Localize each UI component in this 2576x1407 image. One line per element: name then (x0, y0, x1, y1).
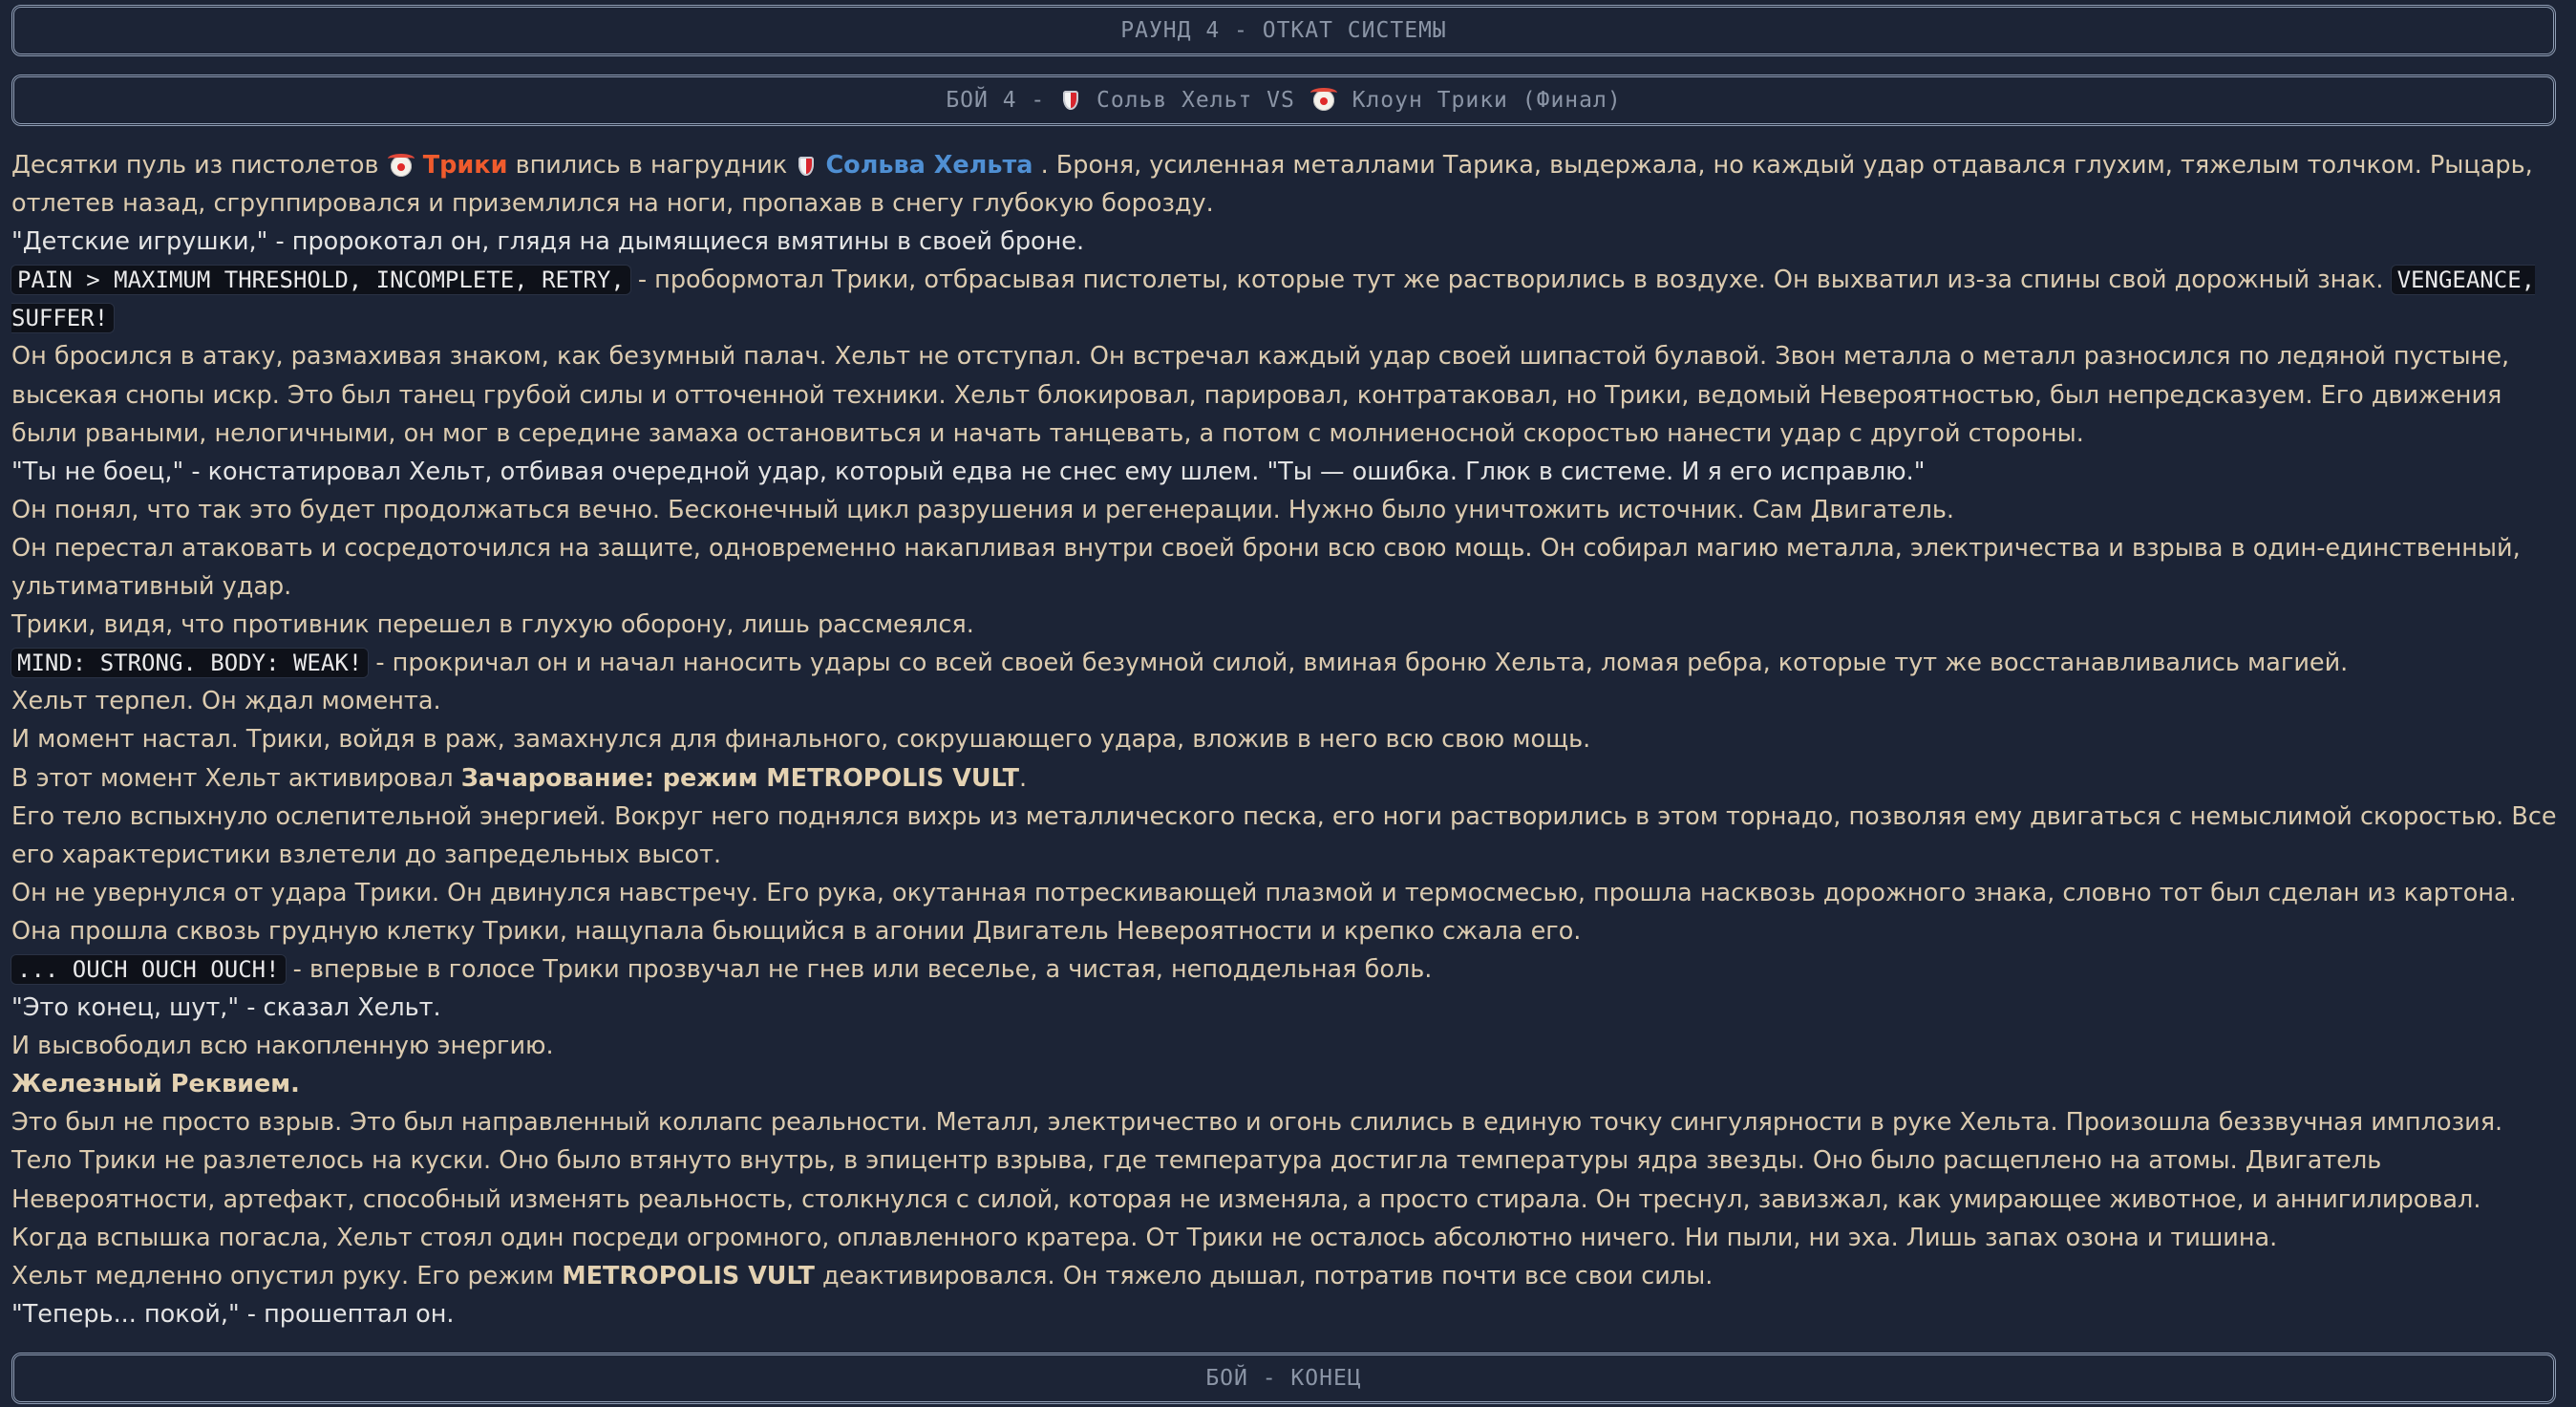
shield-icon (1063, 91, 1078, 110)
story-paragraph: Он не увернулся от удара Трики. Он двинулся навстречу. Его рука, окутанная потрескивающей плазмой и термосмесью, прошла насквозь дорожного знака, словно тот был сделан из картона. Она прошла сквозь грудную клетку Трики, нащупала бьющийся в агонии Двигатель Невероятности и крепко сжала его. (11, 878, 2517, 946)
fight-title (946, 88, 1621, 113)
shield-icon (798, 157, 814, 176)
story-text: впились в нагрудник (515, 151, 788, 180)
story-paragraph (11, 261, 2564, 337)
code-snippet: MIND: STRONG. BODY: WEAK! (11, 649, 368, 677)
story-text: Хельт медленно опустил руку. Его режим (11, 1261, 563, 1290)
story-paragraph (11, 1257, 2564, 1295)
clown-icon (1313, 90, 1334, 111)
enchantment-name: Зачарование: режим METROPOLIS VULT (460, 763, 1019, 793)
mode-name: METROPOLIS VULT (562, 1261, 815, 1290)
story-paragraph: Когда вспышка погасла, Хельт стоял один посреди огромного, оплавленного кратера. От Трики не осталось абсолютно ничего. Ни пыли, ни эха. Лишь запах озона и тишина. (11, 1223, 2278, 1252)
story-text: - впервые в голосе Трики прозвучал не гнев или веселье, а чистая, неподдельная боль. (285, 954, 1433, 984)
story-paragraph (11, 146, 2564, 223)
story-text: Десятки пуль из пистолетов (11, 151, 379, 180)
attack-name: Железный Реквием. (11, 1070, 300, 1099)
battle-story (11, 146, 2564, 1333)
story-paragraph: Он понял, что так это будет продолжаться вечно. Бесконечный цикл разрушения и регенерации. Нужно было уничтожить источник. Сам Двигатель. (11, 495, 1954, 524)
story-text: - пробормотал Трики, отбрасывая пистолеты, которые тут же растворились в воздухе. Он выхватил из-за спины свой дорожный знак. (629, 266, 2392, 295)
story-paragraph: Это был не просто взрыв. Это был направленный коллапс реальности. Металл, электричество и огонь слились в единую точку сингулярности в руке Хельта. Произошла беззвучная имплозия. Тело Трики не разлетелось на куски. Оно было втянуто внутрь, в эпицентр взрыва, где температура достигла температуры ядра звезды. Оно было расщеплено на атомы. Двигатель Невероятности, артефакт, способный изменять реальность, столкнулся с силой, которая не изменяла, а просто стирала. Он треснул, завизжал, как умирающее животное, и аннигилировал. (11, 1108, 2503, 1214)
code-snippet: ... OUCH OUCH OUCH! (11, 955, 286, 984)
round-title: РАУНД 4 - ОТКАТ СИСТЕМЫ (1120, 18, 1447, 43)
story-paragraph: "Ты не боец," - констатировал Хельт, отбивая очередной удар, который едва не снес ему шлем. "Ты — ошибка. Глюк в системе. И я его исправлю." (11, 457, 1926, 486)
story-text: деактивировался. Он тяжело дышал, потратив почти все свои силы. (814, 1261, 1714, 1290)
versus-label: VS (1267, 88, 1295, 113)
story-paragraph: Хельт терпел. Он ждал момента. (11, 687, 441, 716)
end-title: БОЙ - КОНЕЦ (1205, 1366, 1362, 1391)
end-banner (11, 1353, 2556, 1404)
fight-prefix: БОЙ 4 - (946, 88, 1046, 113)
round-banner (11, 5, 2556, 56)
trick-name: Трики (422, 151, 508, 180)
fighter2-name: Клоун Трики (Финал) (1352, 88, 1622, 113)
fighter1-name: Сольв Хельт (1096, 88, 1253, 113)
story-text: . Броня, усиленная металлами Тарика, выдержала, но каждый удар отдавался глухим, тяжелым толчком. Рыцарь, отлетев назад, сгруппировался и приземлился на ноги, пропахав в снегу глубокую борозду. (11, 151, 2533, 219)
helt-name: Сольва Хельта (825, 151, 1033, 180)
story-paragraph (11, 644, 2564, 682)
story-paragraph: "Теперь... покой," - прошептал он. (11, 1299, 455, 1329)
story-paragraph: И момент настал. Трики, войдя в раж, замахнулся для финального, сокрушающего удара, вложив в него всю свою мощь. (11, 725, 1591, 755)
story-paragraph: Он перестал атаковать и сосредоточился на защите, одновременно накапливая внутри своей брони всю свою мощь. Он собирал магию металла, электричества и взрыва в один-единственный, ультимативный удар. (11, 533, 2521, 602)
story-paragraph: "Детские игрушки," - пророкотал он, глядя на дымящиеся вмятины в своей броне. (11, 227, 1085, 257)
story-text: . (1019, 763, 1028, 793)
story-paragraph (11, 950, 2564, 989)
fight-banner (11, 75, 2556, 126)
story-paragraph: Его тело вспыхнуло ослепительной энергией. Вокруг него поднялся вихрь из металлического песка, его ноги растворились в этом торнадо, позволяя ему двигаться с немыслимой скоростью. Все его характеристики взлетели до запредельных высот. (11, 801, 2557, 869)
code-snippet: PAIN > MAXIMUM THRESHOLD, INCOMPLETE, RETRY, (11, 266, 630, 294)
story-paragraph (11, 759, 2564, 798)
clown-icon (391, 156, 412, 177)
story-paragraph: Он бросился в атаку, размахивая знаком, как безумный палач. Хельт не отступал. Он встречал каждый удар своей шипастой булавой. Звон металла о металл разносился по ледяной пустыне, высекая снопы искр. Это был танец грубой силы и отточенной техники. Хельт блокировал, парировал, контратаковал, но Трики, ведомый Невероятностью, был непредсказуем. Его движения были рваными, нелогичными, он мог в середине замаха остановиться и начать танцевать, а потом с молниеносной скоростью нанести удар с другой стороны. (11, 342, 2510, 448)
code-snippet: VENGEANCE, SUFFER! (11, 266, 2536, 332)
story-text: - прокричал он и начал наносить удары со всей своей безумной силой, вминая броню Хельта, ломая ребра, которые тут же восстанавливались магией. (368, 649, 2349, 678)
story-paragraph: "Это конец, шут," - сказал Хельт. (11, 993, 441, 1023)
story-text: В этот момент Хельт активировал (11, 763, 461, 793)
story-paragraph: И высвободил всю накопленную энергию. (11, 1032, 554, 1061)
story-paragraph: Трики, видя, что противник перешел в глухую оборону, лишь рассмеялся. (11, 610, 974, 640)
